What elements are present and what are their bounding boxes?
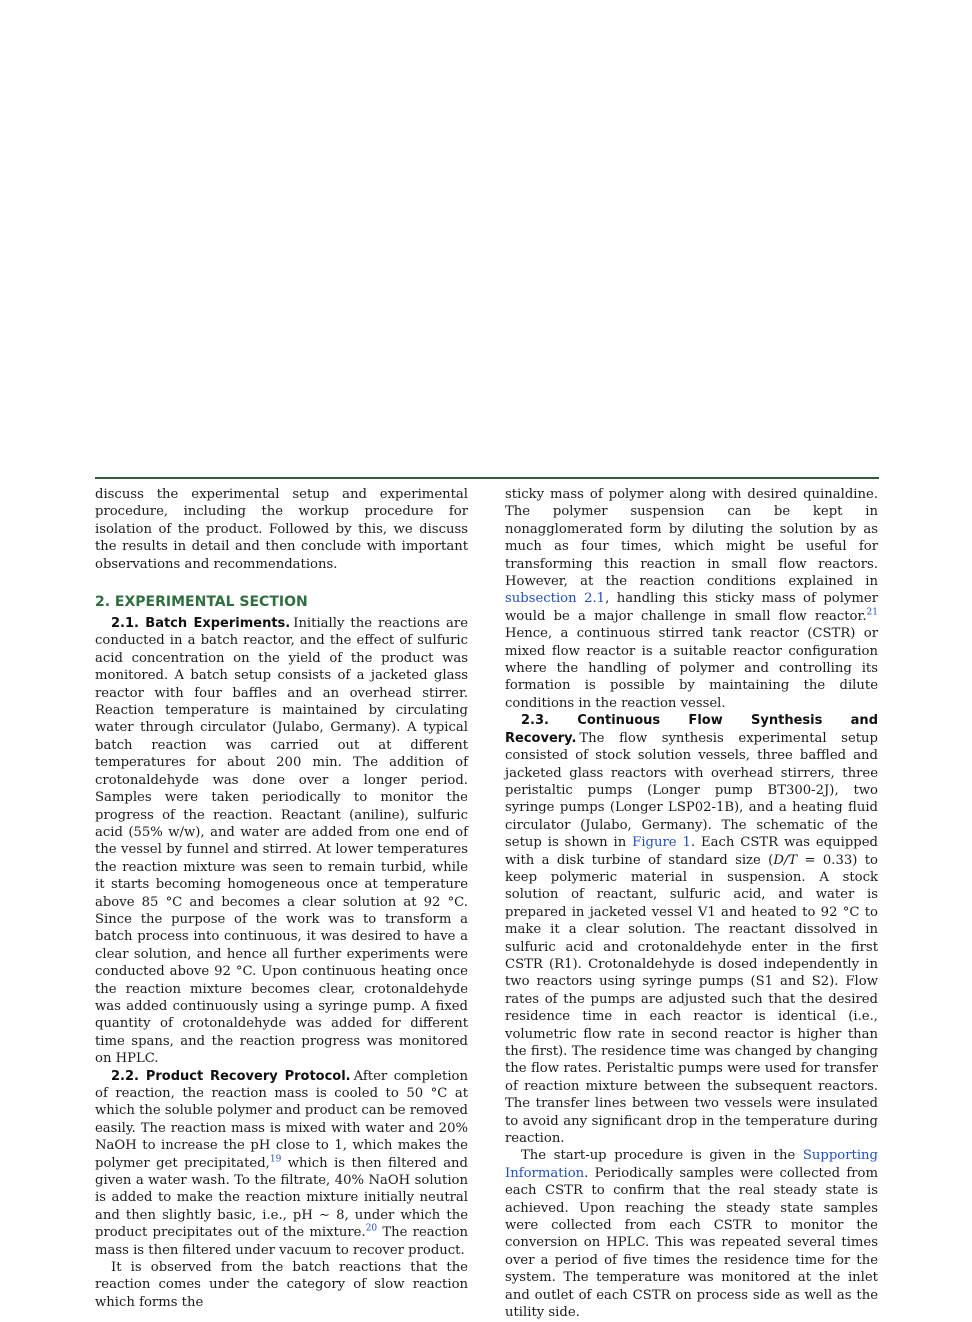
continuous-flow-text-a: The flow synthesis experimental setup consisted of stock solution vessels, three baffled and jacketed glass reactors with overhead stirrers, three peristaltic pumps (Longer pump BT300-2J), two syringe pumps (Longer LSP02-1B), and a heating fluid circulator (Julabo, Germany). The schematic of the setup is shown in [505,730,878,851]
section-heading-experimental: 2. EXPERIMENTAL SECTION [95,594,308,611]
polymer-paragraph [505,486,878,712]
figure-1-link[interactable]: Figure 1 [632,835,691,851]
subsection-heading-batch: 2.1. Batch Experiments. [111,616,291,632]
intro-paragraph: discuss the experimental setup and experimental procedure, including the workup procedure for isolation of the product. Followed by this, we discuss the results in detail and then conclude with important observations and recommendations. [95,487,468,572]
product-recovery-paragraph [95,1068,468,1259]
dt-ratio-formula: D/T [773,852,798,868]
citation-19-link[interactable]: 19 [269,1154,282,1165]
supporting-information-link[interactable]: Supporting Information [505,1148,878,1181]
header-rule [95,477,879,479]
startup-text-b: . Periodically samples were collected from each CSTR to confirm that the real steady state is achieved. Upon reaching the steady state samples were collected from each CSTR to monitor the conversion on HPLC. This was repeated several times over a period of five times the residence time for the system. The temperature was monitored at the inlet and outlet of each CSTR on process side as well as the utility side. [505,1165,878,1321]
product-recovery-text-b: which is then filtered and given a water wash. To the filtrate, 40% NaOH solution is added to make the reaction mixture initially neutral and then slightly basic, i.e., pH ∼ 8, under which the product precipitates out of the mixture. [95,1155,468,1241]
polymer-text-b: , handling this sticky mass of polymer would be a major challenge in small flow reactor. [505,591,879,624]
continuous-flow-text-b: . Each CSTR was equipped with a disk turbine of standard size ( [505,835,878,868]
product-recovery-text-c: The reaction mass is then filtered under vacuum to recover product. [95,1225,468,1258]
subsection-heading-recovery: 2.2. Product Recovery Protocol. [111,1068,351,1084]
startup-procedure-paragraph [505,1147,878,1321]
product-recovery-text-a: After completion of reaction, the reaction mass is cooled to 50 °C at which the soluble polymer and product can be removed easily. The reaction mass is mixed with water and 20% NaOH to increase the pH close to 1, which makes the polymer get precipitated, [95,1068,468,1171]
citation-20-link[interactable]: 20 [365,1223,378,1234]
batch-experiments-text: Initially the reactions are conducted in a batch reactor, and the effect of sulfuric acid concentration on the yield of the product was monitored. A batch setup consists of a jacketed glass reactor with four baffles and an overhead stirrer. Reaction temperature is maintained by circulating water through circulator (Julabo, Germany). A typical batch reaction was carried out at different temperatures for about 200 min. The addition of crotonaldehyde was done over a longer period. Samples were taken periodically to monitor the progress of the reaction. Reactant (aniline), sulfuric acid (55% w/w), and water are added from one end of the vessel by funnel and stirred. At lower temperatures the reaction mixture was seen to remain turbid, while it starts becoming homogeneous once at temperature above 85 °C and becomes a clear solution at 92 °C. Since the purpose of the work was to transform a batch process into continuous, it was desired to have a clear solution, and hence all further experiments were conducted above 92 °C. Upon continuous heating once the reaction mixture becomes clear, crotonaldehyde was added continuously using a syringe pump. A fixed quantity of crotonaldehyde was added for different time spans, and the reaction progress was monitored on HPLC. [95,616,469,1067]
subsection-2-1-link[interactable]: subsection 2.1 [505,591,606,607]
continuous-flow-paragraph [505,712,878,1147]
slow-reaction-paragraph: It is observed from the batch reactions that the reaction comes under the category of slow reaction which forms the [95,1260,468,1310]
citation-21-link[interactable]: 21 [866,607,878,618]
batch-experiments-paragraph [95,615,468,1068]
polymer-text-c: Hence, a continuous stirred tank reactor (CSTR) or mixed flow reactor is a suitable reactor configuration where the handling of polymer and controlling its formation is possible by maintaining the dilute conditions in the reaction vessel. [505,626,878,711]
right-column [505,486,878,1322]
subsection-heading-continuous-flow: 2.3. Continuous Flow Synthesis and Recovery. [505,713,878,746]
startup-text-a: The start-up procedure is given in the [521,1148,803,1164]
left-column [95,486,468,1311]
continuous-flow-text-c: = 0.33) to keep polymeric material in suspension. A stock solution of reactant, sulfuric acid, and water is prepared in jacketed vessel V1 and heated to 92 °C to make it a clear solution. The reactant dissolved in sulfuric acid and crotonaldehyde enter in the first CSTR (R1). Crotonaldehyde is dosed independently in two reactors using syringe pumps (S1 and S2). Flow rates of the pumps are adjusted such that the desired residence time in each reactor is identical (i.e., volumetric flow rate in second reactor is higher than the first). The residence time was changed by changing the flow rates. Peristaltic pumps were used for transfer of reaction mixture between the subsequent reactors. The transfer lines between two vessels were insulated to avoid any significant drop in the temperature during reaction. [505,852,878,1147]
polymer-text-a: sticky mass of polymer along with desired quinaldine. The polymer suspension can be kept in nonagglomerated form by diluting the solution by as much as four times, which might be useful for transforming this reaction in small flow reactors. However, at the reaction conditions explained in [505,487,878,590]
